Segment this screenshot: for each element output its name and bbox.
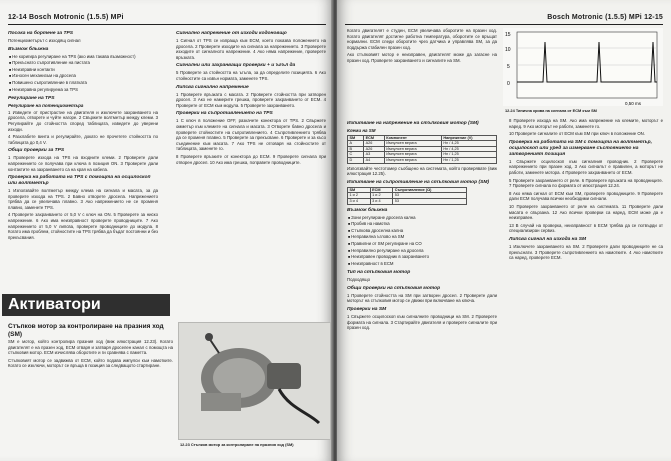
bullet-item: ■ Не коригира регулиране на TPS (ако има такава възможност) — [8, 54, 158, 61]
table-cell: D — [348, 157, 364, 163]
paragraph: Използвайте честотомер съобщено на системата, който проверявате (виж илюстрация 12.25). — [347, 165, 497, 177]
table-cell: Hn / 1,25 — [441, 157, 496, 163]
section-heading: Проверка на работата на TPS с помощта на осцилоскоп или волтметър — [8, 175, 151, 187]
paragraph: 1 Свържете осцилоскоп към сигналните проводници на SM. 2 Проверете формата на сигнала. 3 Стартирайте двигателя и проверете сигналите при празен ход. — [347, 314, 497, 331]
paragraph: 4 Проверете захранването от 5,0 V с ключ на ON. 5 Проверете за ниско напрежение. 6 Ако има неизправност проверете проводниците. 7 Ако напрежението от 5,0 V липсва, проверете проводниците до модула. 8 Когато има проблем, стойностите на TPS трябва да бъдат постоянни и без прекъсвания. — [8, 212, 158, 240]
stepper-motor-illustration — [179, 323, 330, 439]
table-cell: Hn / 1,25 — [441, 152, 496, 158]
paragraph: 8 Проверете връзките от конектора до ECM. 9 Проверете сигнала при отворен дросел. 10 Ако има грешка, поправете проводниците. — [176, 153, 326, 165]
paragraph: SM е мотор, който контролира празния ход (виж илюстрация 12.23). Когато двигателят е на празен ход, ЕСМ отваря и затваря дроселен канал с помощта на стъпковия мотор. ЕСМ изчислява оборотите и ги сравнява с паметта. — [8, 339, 173, 356]
paragraph: 13 В случай на проверка, неизправност в ЕСМ трябва да се потвърди от специализиран сервиз. — [509, 222, 663, 234]
paragraph: 1 Използвайте волтметър между клема на сигнала и масата, за да проверите изхода на TPS. 2 Бавно отворете дросела. Напрежението трябва да се увеличава плавно. 3 Ако напрежението не се променя плавно, заменете TPS. — [8, 188, 158, 210]
paragraph: 1 Проверете стойността на SM при затворен дросел. 2 Проверете дали моторът на стъпковия мотор се движи при включване на ключа. — [347, 292, 497, 304]
table-cell: A3 — [364, 152, 385, 158]
right-page — [337, 0, 671, 461]
section-heading: Стъпков мотор за контролиране на празния ход (SM) — [8, 323, 164, 338]
table-row — [348, 198, 467, 204]
table-cell: A — [348, 141, 364, 147]
paragraph: 10 Проверете сигналите от ЕСМ към SM при ключ в положение ON. — [509, 131, 645, 137]
bullet-item: ■ Прекъснато съпротивление на пистата — [8, 60, 158, 67]
bullet-item: ■ Повишено съпротивление в платката — [8, 80, 158, 87]
paragraph: 4 Разхлабете винта и регулирайте, докато не прочетете стойността по таблицата до 0,4 V. — [8, 134, 158, 145]
table-row — [348, 157, 497, 163]
bullet-item: ■ Правилни от SM регулиране на CO — [347, 241, 497, 248]
table-cell: Импулсен верига — [384, 152, 441, 158]
table-cell: 1 и 2 — [370, 193, 393, 199]
right-column-1 — [347, 28, 497, 66]
table-cell: Импулсен верига — [384, 157, 441, 163]
table-header: Напрежение (V) — [441, 135, 496, 141]
table-cell: 3 и 4 — [348, 198, 371, 204]
table-cell: Импулсен верига — [384, 141, 441, 147]
paragraph: Ако стъпковият мотор е неизправен, двигателят може да загасне на празен ход. Проверете захранването и сигналите на SM. — [347, 52, 497, 63]
bullet-item: ■ Неправилна ъглово на SM — [347, 234, 497, 241]
table-cell: Hn / 4,25 — [441, 141, 496, 147]
voltage-table — [347, 135, 497, 164]
table-cell: 3 и 4 — [370, 198, 393, 204]
y-tick-label: 0 — [507, 81, 510, 87]
section-heading: Сигнални или захранващи проверки + и ъгъл да — [176, 63, 296, 69]
paragraph: 5 Проверете за стойността на ъгъла, за да определите позицията. 6 Ако стойностите са извън нормата, заменете TPS. — [176, 70, 326, 81]
bullet-item: ■ Зони регулиране дросела кална — [347, 215, 497, 222]
oscilloscope-figure — [503, 28, 663, 106]
photo-caption: 12.23 Стъпков мотор за контролиране на празния ход (SM) — [180, 442, 294, 447]
section-heading: Проверки на съпротивлението на TPS — [176, 111, 273, 117]
bullet-item: ■ Неизправен проводник в захранването — [347, 254, 497, 261]
table-cell: A26 — [364, 146, 385, 152]
resistance-table — [347, 187, 467, 205]
section-heading: Общи проверки за TPS — [8, 148, 65, 154]
table-header: ECM — [370, 187, 393, 193]
table-header: Компонент — [384, 135, 441, 141]
paragraph: Потенциометърът с изходящ сигнал — [8, 38, 81, 43]
paragraph: 1 Проверете изхода на TPS на входните клеми. 2 Проверете дали напрежението се получава при ключа в позиция ON. 3 Проверете дали контактите на захранването са на края на кабела. — [8, 155, 158, 172]
paragraph: 1 С ключ в положение OFF, разкачете конектора от TPS. 2 Свържете омметър към клемите на сигнала и масата. 3 Отворете бавно дросела и проверете стойностите на съпротивлението. 4 Съпротивлението трябва да се променя плавно. 5 Проверете за прекъсване. 6 Проверете и за късо съединение към масата. 7 Ако TPS не отговаря на стойностите от таблицата, заменете го. — [176, 118, 326, 152]
subheading: Регулиране на потенциометъра — [8, 103, 84, 109]
table-cell: C — [348, 152, 364, 158]
paragraph: 5 Проверете захранването от реле. 6 Проверете връзката на проводниците. 7 Проверете сигнала по формата от илюстрация 12.24. — [509, 177, 663, 189]
paragraph: Подходящо — [347, 277, 370, 283]
paragraph: 1 Проверете връзката с масата. 2 Проверете стойността при затворен дросел. 3 Ако не намерите грешка, проверете захранването от ECM. 4 Проверете от ЕСМ към модула. 5 Проверете захранването. — [176, 91, 326, 108]
section-heading: Сигнално напрежение от изходи кодоновщо — [176, 31, 287, 36]
left-column-2 — [176, 28, 326, 167]
table-header: Съпротивление (Ω) — [393, 187, 467, 193]
paragraph: 1 Свържете осцилоскоп към сигналния проводник. 2 Проверете напрежението при празен ход. 3 Ако сигналът е правилен, а моторът не работи, заменете мотора. 4 Проверете захранването от ЕСМ. — [509, 158, 663, 175]
bullet-item: ■ Неизправна регулируема за TPS — [8, 87, 158, 94]
section-heading: Възмож блыжна — [8, 46, 49, 52]
bullet-item: ■ Неизправни контакти — [8, 67, 158, 74]
paragraph: Когато двигателят е студен, ЕСМ увеличава оборотите на празен ход. Когато двигателят достигне работна температура, оборотите се връщат нормални. ЕСМ следи оборотите чрез датчика и управлява SM, за да поддържа стабилен празен ход. — [347, 28, 497, 50]
bullet-item: ■ Неизправност в ЕСМ — [347, 261, 497, 268]
paragraph: 1 Сигнал от TPS се изпраща към ЕСМ, което показва положението на дросела. 2 Проверете изходите на сигнала за напрежението. 3 Проверете изходите от сигналното напрежение. 4 Ако няма напрежение, проверете връзката. — [176, 38, 326, 60]
section-heading: Регулиране на TPS — [8, 96, 55, 102]
table-header: SM — [348, 187, 371, 193]
table-cell: B — [348, 146, 364, 152]
signal-trace — [503, 28, 663, 106]
bullet-item: ■ Износен механизъм на дросела — [8, 73, 158, 80]
left-page-header: 12-14 Bosch Motronic (1.5.5) MPi — [8, 14, 124, 21]
table-cell: 53 — [393, 193, 467, 199]
table-cell: 53 — [393, 198, 467, 204]
bullet-item: ■ Пробив на намотка — [347, 221, 497, 228]
table-header: ECM — [364, 135, 385, 141]
left-header-rule — [8, 24, 326, 25]
table-cell: Импулсен верига — [384, 146, 441, 152]
section-heading: Изпитване на напрежение на стъпковия мотор (SM) — [347, 121, 479, 126]
section-heading: Липсва сигнал на изхода на SM — [509, 236, 587, 242]
table-cell: A4 — [364, 157, 385, 163]
section-heading: Посока на бортене за TPS — [8, 31, 73, 36]
left-column-1-tail — [8, 320, 173, 371]
bullet-item: ■ Неправилно регулиране на дросела — [347, 248, 497, 255]
paragraph: 1 Изключете захранването на SM. 2 Проверете дали проводниците не са прекъснати. 3 Проверете съпротивлението на намотките. 4 Ако намотките са наред, проверете ЕСМ. — [509, 243, 663, 261]
y-tick-label: 15 — [505, 32, 511, 38]
right-page-header: Bosch Motronic (1.5.5) MPi 12-15 — [547, 14, 663, 21]
section-heading: Общи проверки на стъпковия мотор — [347, 285, 441, 291]
stepper-motor-photo — [178, 322, 331, 440]
paragraph: 10 Проверете захранването от реле на системата. 11 Проверете дали масата е свързана. 12 Ако всички проверки са наред, ЕСМ може да е неизправен. — [509, 203, 663, 221]
paragraph: Стъпковият мотор се задвижва от ЕСМ, който подава импулси към намотките. Когато се изключи, моторът се връща в позиция за следващото стартиране. — [8, 357, 173, 369]
bullet-item: ■ Стъпкова дроселна кална — [347, 228, 497, 235]
section-heading: Тип на стъпковия мотор — [347, 270, 411, 276]
paragraph: 8 Проверете изхода на SM. Ако има напрежение на клемите, моторът е наред. 9 Ако моторът не работи, заменете го. — [509, 118, 663, 129]
y-tick-label: 5 — [507, 64, 510, 70]
table-cell: A26 — [364, 141, 385, 147]
section-heading: Възмож блыжна — [347, 207, 388, 213]
y-tick-label: 10 — [505, 47, 511, 53]
section-heading: Проверка на работата на SM с помощта на волтметър, осцилоскоп или уред за измерване състоянието на затвореният позиция — [509, 139, 652, 157]
paragraph: 1 Изведете от пристрастие на двигателя и изключете захранването на дросела, отворете и чуйте нагоре. 2 Свържете волтметър между клеми. 3 Регулирайте до стойността според таблицата, изведете до уверени изходи. — [8, 109, 158, 132]
section-heading: Изпитване на съпротивление на стъпковия мотор (SM) — [347, 179, 490, 185]
left-page — [0, 0, 333, 461]
table-header: SM — [348, 135, 364, 141]
right-column-2 — [509, 118, 663, 263]
table-label: Клеми на SM — [347, 128, 376, 133]
section-heading: Проверки на SM — [347, 307, 387, 313]
table-cell: 1 и 2 — [348, 193, 371, 199]
section-heading: Липсва сигнално напрежение — [176, 84, 249, 90]
right-header-rule — [345, 24, 663, 25]
activators-band: Активатори — [2, 294, 170, 316]
x-tick-label: 0,50 ms — [625, 101, 642, 106]
paragraph: 8 Ако няма сигнал от ЕСМ към SM, проверете проводниците. 9 Проверете дали ЕСМ получава всички необходими сигнали. — [509, 190, 663, 202]
table-cell: Hn / 4,25 — [441, 146, 496, 152]
oscilloscope-caption: 12.24 Типична крива на сигнала от ECM към SM — [505, 108, 597, 113]
left-column-1 — [8, 28, 158, 242]
right-column-1-mid — [347, 118, 497, 333]
